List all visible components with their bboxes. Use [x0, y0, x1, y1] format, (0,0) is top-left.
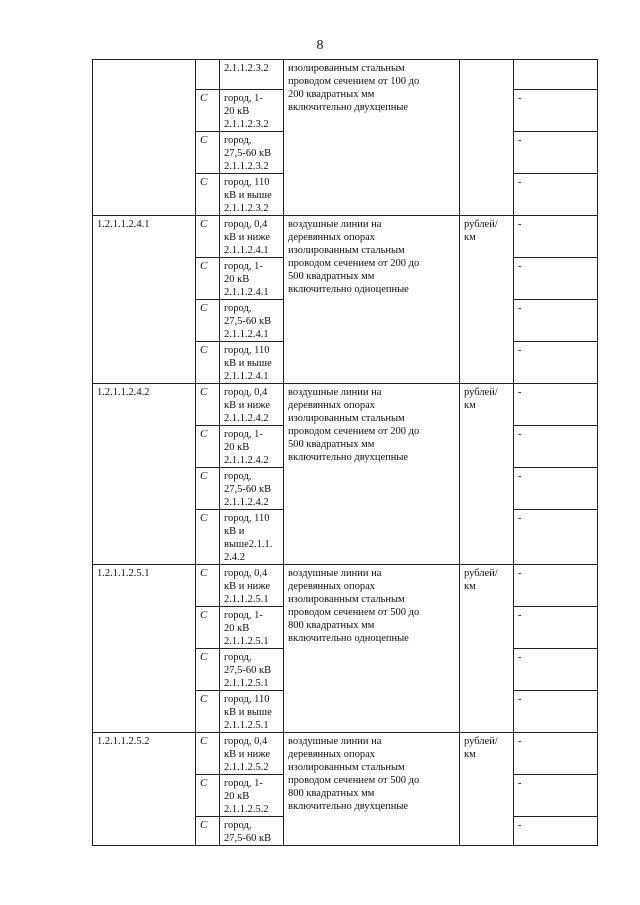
voltage-level-cell: город, 0,4 кВ и ниже 2.1.1.2.4.1	[220, 216, 284, 258]
voltage-level-cell: город, 0,4 кВ и ниже 2.1.1.2.4.2	[220, 384, 284, 426]
unit-cell: рублей/ км	[460, 216, 514, 384]
description-cell: изолированным стальным проводом сечением от 100 до 200 квадратных мм включительно двухцепные	[284, 60, 460, 216]
item-code-cell: 1.2.1.1.2.4.2	[93, 384, 196, 565]
item-code-cell: 1.2.1.1.2.4.1	[93, 216, 196, 384]
value-cell: -	[514, 733, 598, 775]
value-cell: -	[514, 132, 598, 174]
symbol-cell: C	[196, 174, 220, 216]
voltage-level-cell: город, 1- 20 кВ 2.1.1.2.3.2	[220, 90, 284, 132]
symbol-cell	[196, 60, 220, 90]
tariff-table	[92, 59, 598, 846]
description-cell: воздушные линии на деревянных опорах изолированным стальным проводом сечением от 200 до 500 квадратных мм включительно двухцепные	[284, 384, 460, 565]
value-cell: -	[514, 775, 598, 817]
value-cell: -	[514, 300, 598, 342]
voltage-level-cell: город, 1- 20 кВ 2.1.1.2.5.2	[220, 775, 284, 817]
value-cell: -	[514, 510, 598, 565]
symbol-cell: C	[196, 216, 220, 258]
table-row	[93, 565, 598, 607]
value-cell: -	[514, 258, 598, 300]
symbol-cell: C	[196, 342, 220, 384]
voltage-level-cell: город, 1- 20 кВ 2.1.1.2.4.1	[220, 258, 284, 300]
item-code-cell	[93, 60, 196, 216]
item-code-cell: 1.2.1.1.2.5.1	[93, 565, 196, 733]
table-row	[93, 60, 598, 90]
description-cell: воздушные линии на деревянных опорах изолированным стальным проводом сечением от 500 до 800 квадратных мм включительно одноцепные	[284, 565, 460, 733]
voltage-level-cell: город, 27,5-60 кВ 2.1.1.2.5.1	[220, 649, 284, 691]
voltage-level-cell: город, 0,4 кВ и ниже 2.1.1.2.5.1	[220, 565, 284, 607]
table-row	[93, 733, 598, 775]
value-cell: -	[514, 216, 598, 258]
voltage-level-cell: город, 0,4 кВ и ниже 2.1.1.2.5.2	[220, 733, 284, 775]
page-number: 8	[316, 38, 324, 53]
symbol-cell: C	[196, 607, 220, 649]
value-cell: -	[514, 342, 598, 384]
value-cell: -	[514, 691, 598, 733]
symbol-cell: C	[196, 300, 220, 342]
voltage-level-cell: город, 27,5-60 кВ 2.1.1.2.4.2	[220, 468, 284, 510]
value-cell: -	[514, 384, 598, 426]
voltage-level-cell: город, 1- 20 кВ 2.1.1.2.5.1	[220, 607, 284, 649]
symbol-cell: C	[196, 510, 220, 565]
symbol-cell: C	[196, 384, 220, 426]
voltage-level-cell: город, 27,5-60 кВ	[220, 817, 284, 846]
symbol-cell: C	[196, 90, 220, 132]
symbol-cell: C	[196, 258, 220, 300]
table-row	[93, 384, 598, 426]
symbol-cell: C	[196, 733, 220, 775]
value-cell: -	[514, 607, 598, 649]
value-cell: -	[514, 649, 598, 691]
unit-cell: рублей/ км	[460, 733, 514, 846]
voltage-level-cell: город, 110 кВ и выше 2.1.1.2.4.1	[220, 342, 284, 384]
symbol-cell: C	[196, 132, 220, 174]
symbol-cell: C	[196, 775, 220, 817]
value-cell: -	[514, 468, 598, 510]
voltage-level-cell: город, 110 кВ и выше2.1.1. 2.4.2	[220, 510, 284, 565]
description-cell: воздушные линии на деревянных опорах изолированным стальным проводом сечением от 200 до 500 квадратных мм включительно одноцепные	[284, 216, 460, 384]
symbol-cell: C	[196, 565, 220, 607]
value-cell: -	[514, 90, 598, 132]
voltage-level-cell: город, 27,5-60 кВ 2.1.1.2.4.1	[220, 300, 284, 342]
unit-cell: рублей/ км	[460, 384, 514, 565]
voltage-level-cell: город, 1- 20 кВ 2.1.1.2.4.2	[220, 426, 284, 468]
symbol-cell: C	[196, 468, 220, 510]
voltage-level-cell: 2.1.1.2.3.2	[220, 60, 284, 90]
voltage-level-cell: город, 27,5-60 кВ 2.1.1.2.3.2	[220, 132, 284, 174]
value-cell	[514, 60, 598, 90]
unit-cell	[460, 60, 514, 216]
value-cell: -	[514, 426, 598, 468]
value-cell: -	[514, 174, 598, 216]
voltage-level-cell: город, 110 кВ и выше 2.1.1.2.5.1	[220, 691, 284, 733]
description-cell: воздушные линии на деревянных опорах изолированным стальным проводом сечением от 500 до 800 квадратных мм включительно двухцепные	[284, 733, 460, 846]
value-cell: -	[514, 817, 598, 846]
unit-cell: рублей/ км	[460, 565, 514, 733]
value-cell: -	[514, 565, 598, 607]
symbol-cell: C	[196, 426, 220, 468]
symbol-cell: C	[196, 649, 220, 691]
item-code-cell: 1.2.1.1.2.5.2	[93, 733, 196, 846]
table-row	[93, 216, 598, 258]
voltage-level-cell: город, 110 кВ и выше 2.1.1.2.3.2	[220, 174, 284, 216]
symbol-cell: C	[196, 817, 220, 846]
symbol-cell: C	[196, 691, 220, 733]
tariff-table-body	[93, 60, 598, 846]
